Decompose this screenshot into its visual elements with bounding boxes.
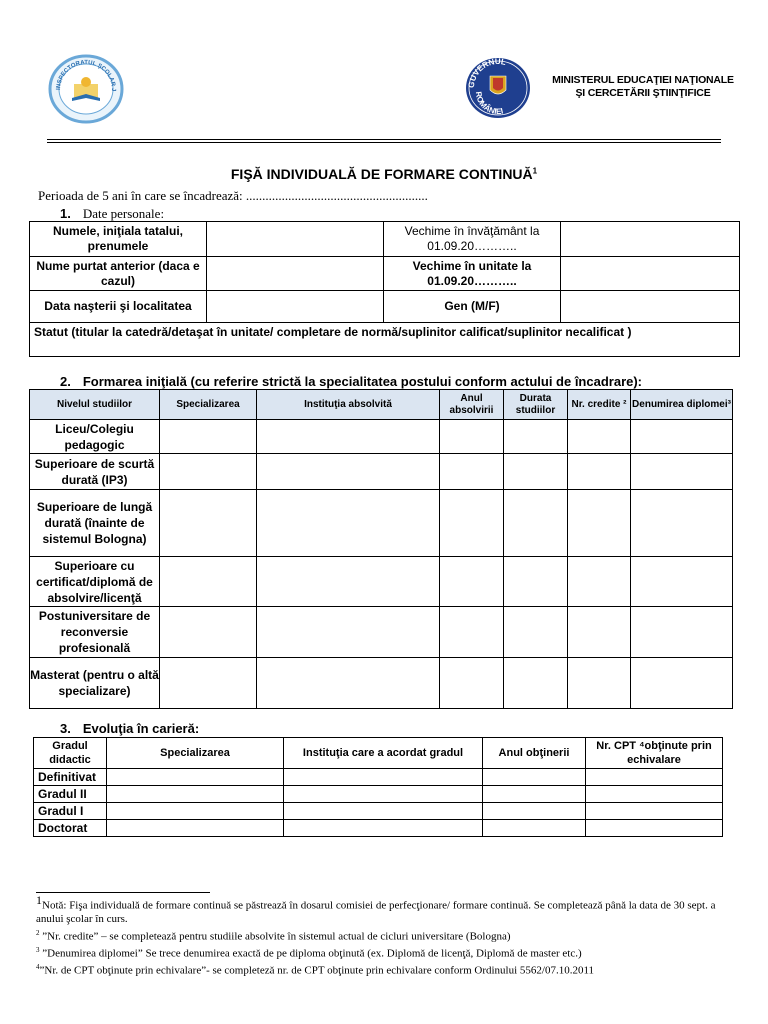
table-cell[interactable] <box>257 607 440 658</box>
row-label: Liceu/Colegiu pedagogic <box>30 420 160 454</box>
label-gender: Gen (M/F) <box>384 291 561 323</box>
footnote-mark: 3 <box>36 945 40 954</box>
footnote-2 <box>36 927 726 944</box>
footnote-4 <box>36 961 726 978</box>
table-cell[interactable] <box>568 557 631 607</box>
table-cell[interactable] <box>107 769 284 786</box>
table-cell[interactable] <box>504 420 568 454</box>
table-cell[interactable] <box>586 786 723 803</box>
table-cell[interactable] <box>440 454 504 490</box>
section-3-number: 3. <box>60 721 71 736</box>
table-cell[interactable] <box>631 607 733 658</box>
header-institution: Instituţia absolvită <box>257 390 440 420</box>
row-label: Masterat (pentru o altă specializare) <box>30 658 160 709</box>
table-cell[interactable] <box>257 658 440 709</box>
row-label: Superioare de scurtă durată (IP3) <box>30 454 160 490</box>
table-row <box>30 222 740 257</box>
table-cell[interactable] <box>160 454 257 490</box>
footnote-mark: 2 <box>36 928 40 937</box>
career-evolution-table <box>33 737 723 837</box>
footnote-mark: 1 <box>36 893 42 907</box>
row-label: Doctorat <box>34 820 107 837</box>
table-row <box>30 291 740 323</box>
header-specialization: Specializarea <box>160 390 257 420</box>
header-divider-top <box>47 139 721 140</box>
table-cell[interactable] <box>568 490 631 557</box>
ministry-name <box>543 74 743 100</box>
table-cell[interactable] <box>631 557 733 607</box>
ministry-line-2: ŞI CERCETĂRII ŞTIINŢIFICE <box>575 87 711 99</box>
header-cpt-credits: Nr. CPT ⁴obţinute prin echivalare <box>586 738 723 769</box>
title-footnote-mark: 1 <box>532 166 538 176</box>
table-cell[interactable] <box>504 557 568 607</box>
section-2-heading <box>60 374 642 389</box>
table-cell[interactable] <box>107 786 284 803</box>
table-row <box>30 658 733 709</box>
input-gender[interactable] <box>561 291 740 323</box>
label-seniority-education: Vechime în învăţământ la 01.09.20……….. <box>384 222 561 257</box>
table-cell[interactable] <box>440 557 504 607</box>
table-header-row <box>30 390 733 420</box>
table-row <box>30 607 733 658</box>
table-cell[interactable] <box>631 658 733 709</box>
footnote-divider <box>36 892 210 893</box>
footnote-mark: 4 <box>36 962 40 971</box>
row-label: Postuniversitare de reconversie profesională <box>30 607 160 658</box>
table-cell[interactable] <box>504 658 568 709</box>
input-name[interactable] <box>207 222 384 257</box>
footnote-text: ”Nr. credite” – se completează pentru studiile absolvite în sistemul actual de cicluri universitare (Bologna) <box>39 930 511 943</box>
table-cell[interactable] <box>568 607 631 658</box>
government-logo-text-top: GUVERNUL <box>466 56 507 89</box>
section-2-number: 2. <box>60 374 71 389</box>
footnote-1 <box>36 894 726 927</box>
input-birth[interactable] <box>207 291 384 323</box>
header-study-level: Nivelul studiilor <box>30 390 160 420</box>
table-cell[interactable] <box>284 820 483 837</box>
table-cell[interactable] <box>440 607 504 658</box>
table-row <box>30 257 740 291</box>
table-cell[interactable] <box>504 454 568 490</box>
footnote-text: Notă: Fişa individuală de formare continuă se păstrează în dosarul comisiei de perfecţionare/ formare continuă. Se completează până la data de 30 sept. a anului şcolar în curs. <box>36 899 716 926</box>
header-graduation-year: Anul absolvirii <box>440 390 504 420</box>
table-row <box>34 769 723 786</box>
table-row <box>30 420 733 454</box>
table-cell[interactable] <box>160 557 257 607</box>
row-label: Superioare cu certificat/diplomă de absolvire/licenţă <box>30 557 160 607</box>
section-1-number: 1. <box>60 206 71 221</box>
table-cell[interactable] <box>284 769 483 786</box>
footnotes <box>36 894 726 978</box>
period-label: Perioada de 5 ani în care se încadrează: ........................................................ <box>38 188 428 203</box>
row-label: Superioare de lungă durată (înainte de sistemul Bologna) <box>30 490 160 557</box>
table-cell[interactable] <box>586 803 723 820</box>
header-didactic-degree: Gradul didactic <box>34 738 107 769</box>
label-name: Numele, iniţiala tatalui, prenumele <box>30 222 207 257</box>
table-cell[interactable] <box>257 420 440 454</box>
header-divider-bottom <box>47 142 721 143</box>
table-row <box>30 454 733 490</box>
header-specialization: Specializarea <box>107 738 284 769</box>
footnote-text: ”Denumirea diplomei” Se trece denumirea exactă de pe diploma obţinută (ex. Diplomă de licenţă, Diplomă de master etc.) <box>39 947 582 960</box>
status-field[interactable]: Statut (titular la catedră/detaşat în unitate/ completare de normă/suplinitor calificat/suplinitor necalificat ) <box>30 323 740 357</box>
input-seniority-unit[interactable] <box>561 257 740 291</box>
table-cell[interactable] <box>504 607 568 658</box>
table-row <box>34 786 723 803</box>
header-granting-institution: Instituţia care a acordat gradul <box>284 738 483 769</box>
document-title <box>0 166 768 182</box>
header-diploma-name: Denumirea diplomei³ <box>631 390 733 420</box>
table-cell[interactable] <box>483 820 586 837</box>
row-label: Definitivat <box>34 769 107 786</box>
table-cell[interactable] <box>440 658 504 709</box>
section-3-title: Evoluţia în carieră: <box>82 721 200 736</box>
table-cell[interactable] <box>160 658 257 709</box>
table-cell[interactable] <box>160 420 257 454</box>
input-seniority-education[interactable] <box>561 222 740 257</box>
table-cell[interactable] <box>483 803 586 820</box>
table-cell[interactable] <box>568 658 631 709</box>
table-cell[interactable] <box>440 490 504 557</box>
label-seniority-unit: Vechime în unitate la 01.09.20……….. <box>384 257 561 291</box>
table-cell[interactable] <box>284 803 483 820</box>
table-cell[interactable] <box>483 786 586 803</box>
label-previous-name: Nume purtat anterior (daca e cazul) <box>30 257 207 291</box>
inspectorate-logo-text: INSPECTORATUL ŞCOLAR J <box>55 59 117 92</box>
input-previous-name[interactable] <box>207 257 384 291</box>
footnote-3 <box>36 944 726 961</box>
section-2-title: Formarea iniţială (cu referire strictă la specialitatea postului conform actului de încadrare): <box>82 374 643 389</box>
table-cell[interactable] <box>504 490 568 557</box>
row-label: Gradul II <box>34 786 107 803</box>
table-row <box>34 820 723 837</box>
table-cell[interactable] <box>160 607 257 658</box>
table-cell[interactable] <box>107 803 284 820</box>
header-year-obtained: Anul obţinerii <box>483 738 586 769</box>
table-cell[interactable] <box>257 454 440 490</box>
table-cell[interactable] <box>483 769 586 786</box>
table-cell[interactable] <box>257 490 440 557</box>
government-logo <box>464 56 532 120</box>
header-study-duration: Durata studiilor <box>504 390 568 420</box>
table-cell[interactable] <box>568 454 631 490</box>
table-row <box>30 557 733 607</box>
table-cell[interactable] <box>586 769 723 786</box>
label-birth: Data naşterii şi localitatea <box>30 291 207 323</box>
table-cell[interactable] <box>631 420 733 454</box>
table-cell[interactable] <box>631 454 733 490</box>
government-logo-text-bottom: ROMÂNIEI <box>473 91 504 117</box>
table-cell[interactable] <box>440 420 504 454</box>
table-row <box>30 323 740 357</box>
personal-data-table <box>29 221 740 357</box>
table-cell[interactable] <box>284 786 483 803</box>
table-cell[interactable] <box>586 820 723 837</box>
table-cell[interactable] <box>160 490 257 557</box>
section-1-title: Date personale: <box>82 206 165 221</box>
table-cell[interactable] <box>631 490 733 557</box>
table-cell[interactable] <box>107 820 284 837</box>
table-header-row <box>34 738 723 769</box>
header-credits: Nr. credite ² <box>568 390 631 420</box>
ministry-line-1: MINISTERUL EDUCAŢIEI NAŢIONALE <box>552 74 734 86</box>
document-title-text: FIŞĂ INDIVIDUALĂ DE FORMARE CONTINUĂ <box>230 166 533 182</box>
section-1-heading <box>60 206 164 222</box>
table-cell[interactable] <box>257 557 440 607</box>
inspectorate-logo <box>48 54 124 124</box>
table-cell[interactable] <box>568 420 631 454</box>
section-3-heading <box>60 721 199 736</box>
row-label: Gradul I <box>34 803 107 820</box>
footnote-text: ”Nr. de CPT obţinute prin echivalare”- se completeză nr. de CPT obţinute prin echivalare conform Ordinului 5562/07.10.2011 <box>39 964 595 977</box>
table-row <box>34 803 723 820</box>
initial-training-table <box>29 389 733 709</box>
table-row <box>30 490 733 557</box>
